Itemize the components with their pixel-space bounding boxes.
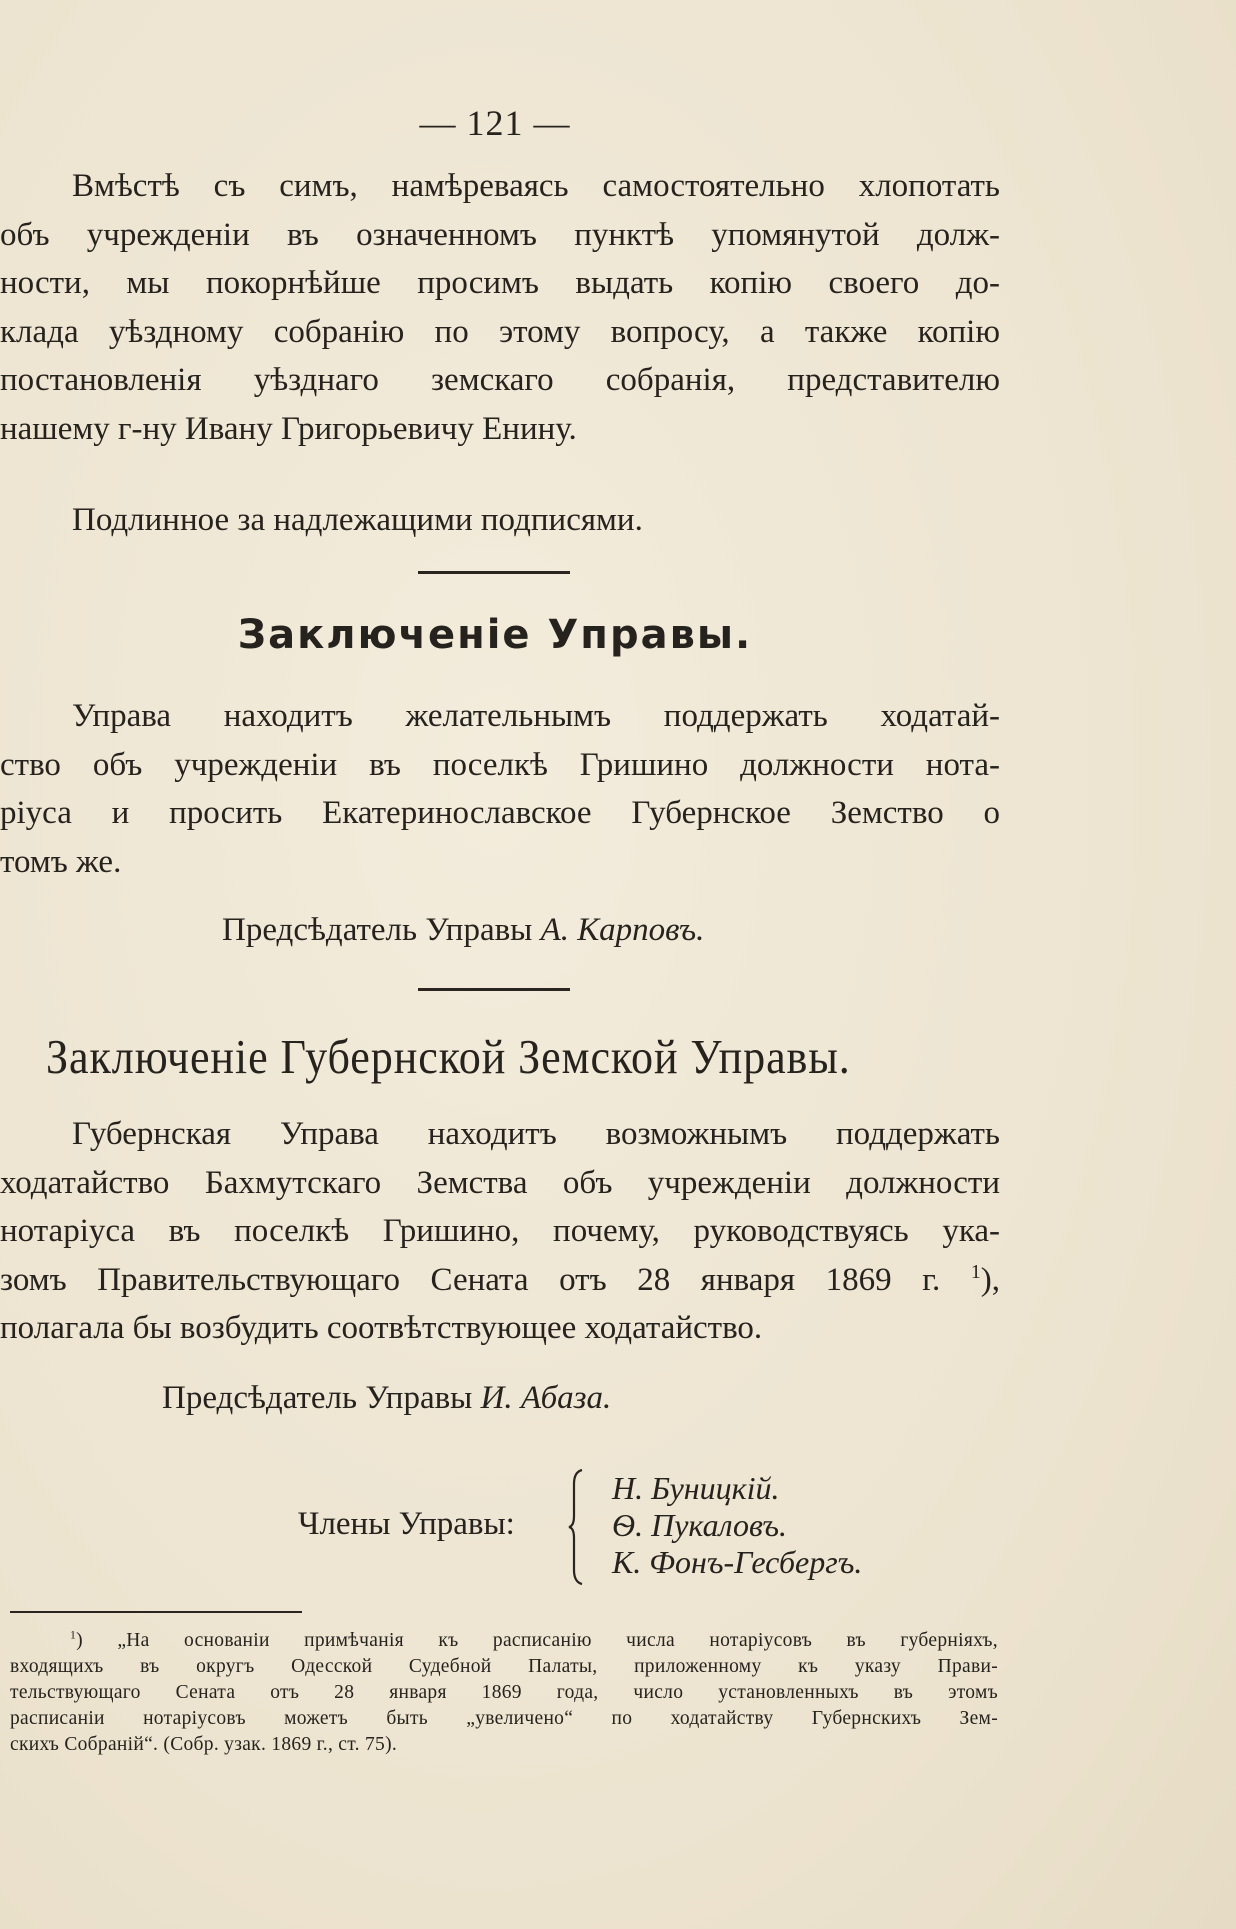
section-heading-uprava: Заключеніе Управы. [237,612,753,658]
footnote-line-text: ) „На основаніи примѣчанія къ расписанію числа нотаріусовъ въ губерніяхъ, [76,1630,998,1651]
paragraph-gubernskaya-conclusion [0,1110,1000,1353]
page-number: — 121 — [419,103,571,143]
text-line: Управа находитъ желательнымъ поддержать ходатай- [72,698,1000,734]
footnote [10,1628,998,1758]
text-line: ріуса и просить Екатеринославское Губернское Земство о [0,795,1000,831]
text-line [0,1256,1000,1305]
text-line: Вмѣстѣ съ симъ, намѣреваясь самостоятельно хлопотать [72,168,1000,204]
text-line: нашему г-ну Ивану Григорьевичу Енину. [0,410,577,447]
text-line-body: зомъ Правительствующаго Сената отъ 28 января 1869 г. [0,1261,941,1298]
footnote-line: скихъ Собраній“. (Собр. узак. 1869 г., ст. 75). [10,1734,398,1755]
text-line: полагала бы возбудить соотвѣтствующее ходатайство. [0,1310,763,1346]
footnote-divider [10,1611,302,1613]
section-divider [418,988,570,991]
text-line: томъ же. [0,843,122,880]
paragraph-uprava-conclusion [0,692,1000,886]
section-divider [418,571,570,574]
paragraph-request [0,162,1000,453]
signature-label: Предсѣдатель Управы [162,1380,473,1416]
footnote-line: тельствующаго Сената отъ 28 января 1869 года, число установленныхъ въ этомъ [10,1682,998,1703]
footnote-marker: 1 [70,1628,77,1642]
signature-karpov [222,912,704,949]
text-line: объ учрежденіи въ означенномъ пунктѣ упомянутой долж- [0,216,1000,253]
member-name: Ѳ. Пукаловъ. [612,1507,788,1543]
text-line: постановленія уѣзднаго земскаго собранія, представителю [0,362,1000,398]
text-line: ходатайство Бахмутскаго Земства объ учрежденіи должности [0,1164,1000,1201]
text-line: нотаріуса въ поселкѣ Гришино, почему, руководствуясь ука- [0,1213,1000,1249]
signature-name: А. Карповъ. [540,912,705,948]
text-line: Губернская Управа находитъ возможнымъ поддержать [72,1116,1000,1152]
footnote-line: расписаніи нотаріусовъ можетъ быть „увеличено“ по ходатайству Губернскихъ Зем- [10,1708,998,1729]
members-list [612,1470,862,1581]
paragraph-original-signed [0,496,1000,545]
footnote-line [10,1628,998,1654]
member-name: К. Фонъ-Гесбергъ. [612,1544,863,1580]
footnote-ref: 1 [970,1260,981,1283]
curly-brace-icon [568,1468,586,1586]
signature-label: Предсѣдатель Управы [222,912,533,948]
text-line: Подлинное за надлежащими подписями. [72,502,643,538]
section-heading-gubernskaya: Заключеніе Губернской Земской Управы. [46,1029,851,1084]
text-line: ство объ учрежденіи въ поселкѣ Гришино должности нота- [0,746,1000,783]
text-line: ности, мы покорнѣйше просимъ выдать копію своего до- [0,265,1000,301]
footnote-line: входящихъ въ округъ Одесской Судебной Палаты, приложенному къ указу Прави- [10,1656,998,1677]
signature-abaza [162,1380,611,1417]
members-label: Члены Управы: [298,1506,515,1542]
text-line: клада уѣздному собранію по этому вопросу, а также копію [0,313,1000,350]
signature-name: И. Абаза. [480,1380,612,1416]
member-name: Н. Буницкій. [612,1470,780,1506]
text-line-tail: ), [980,1261,1001,1298]
